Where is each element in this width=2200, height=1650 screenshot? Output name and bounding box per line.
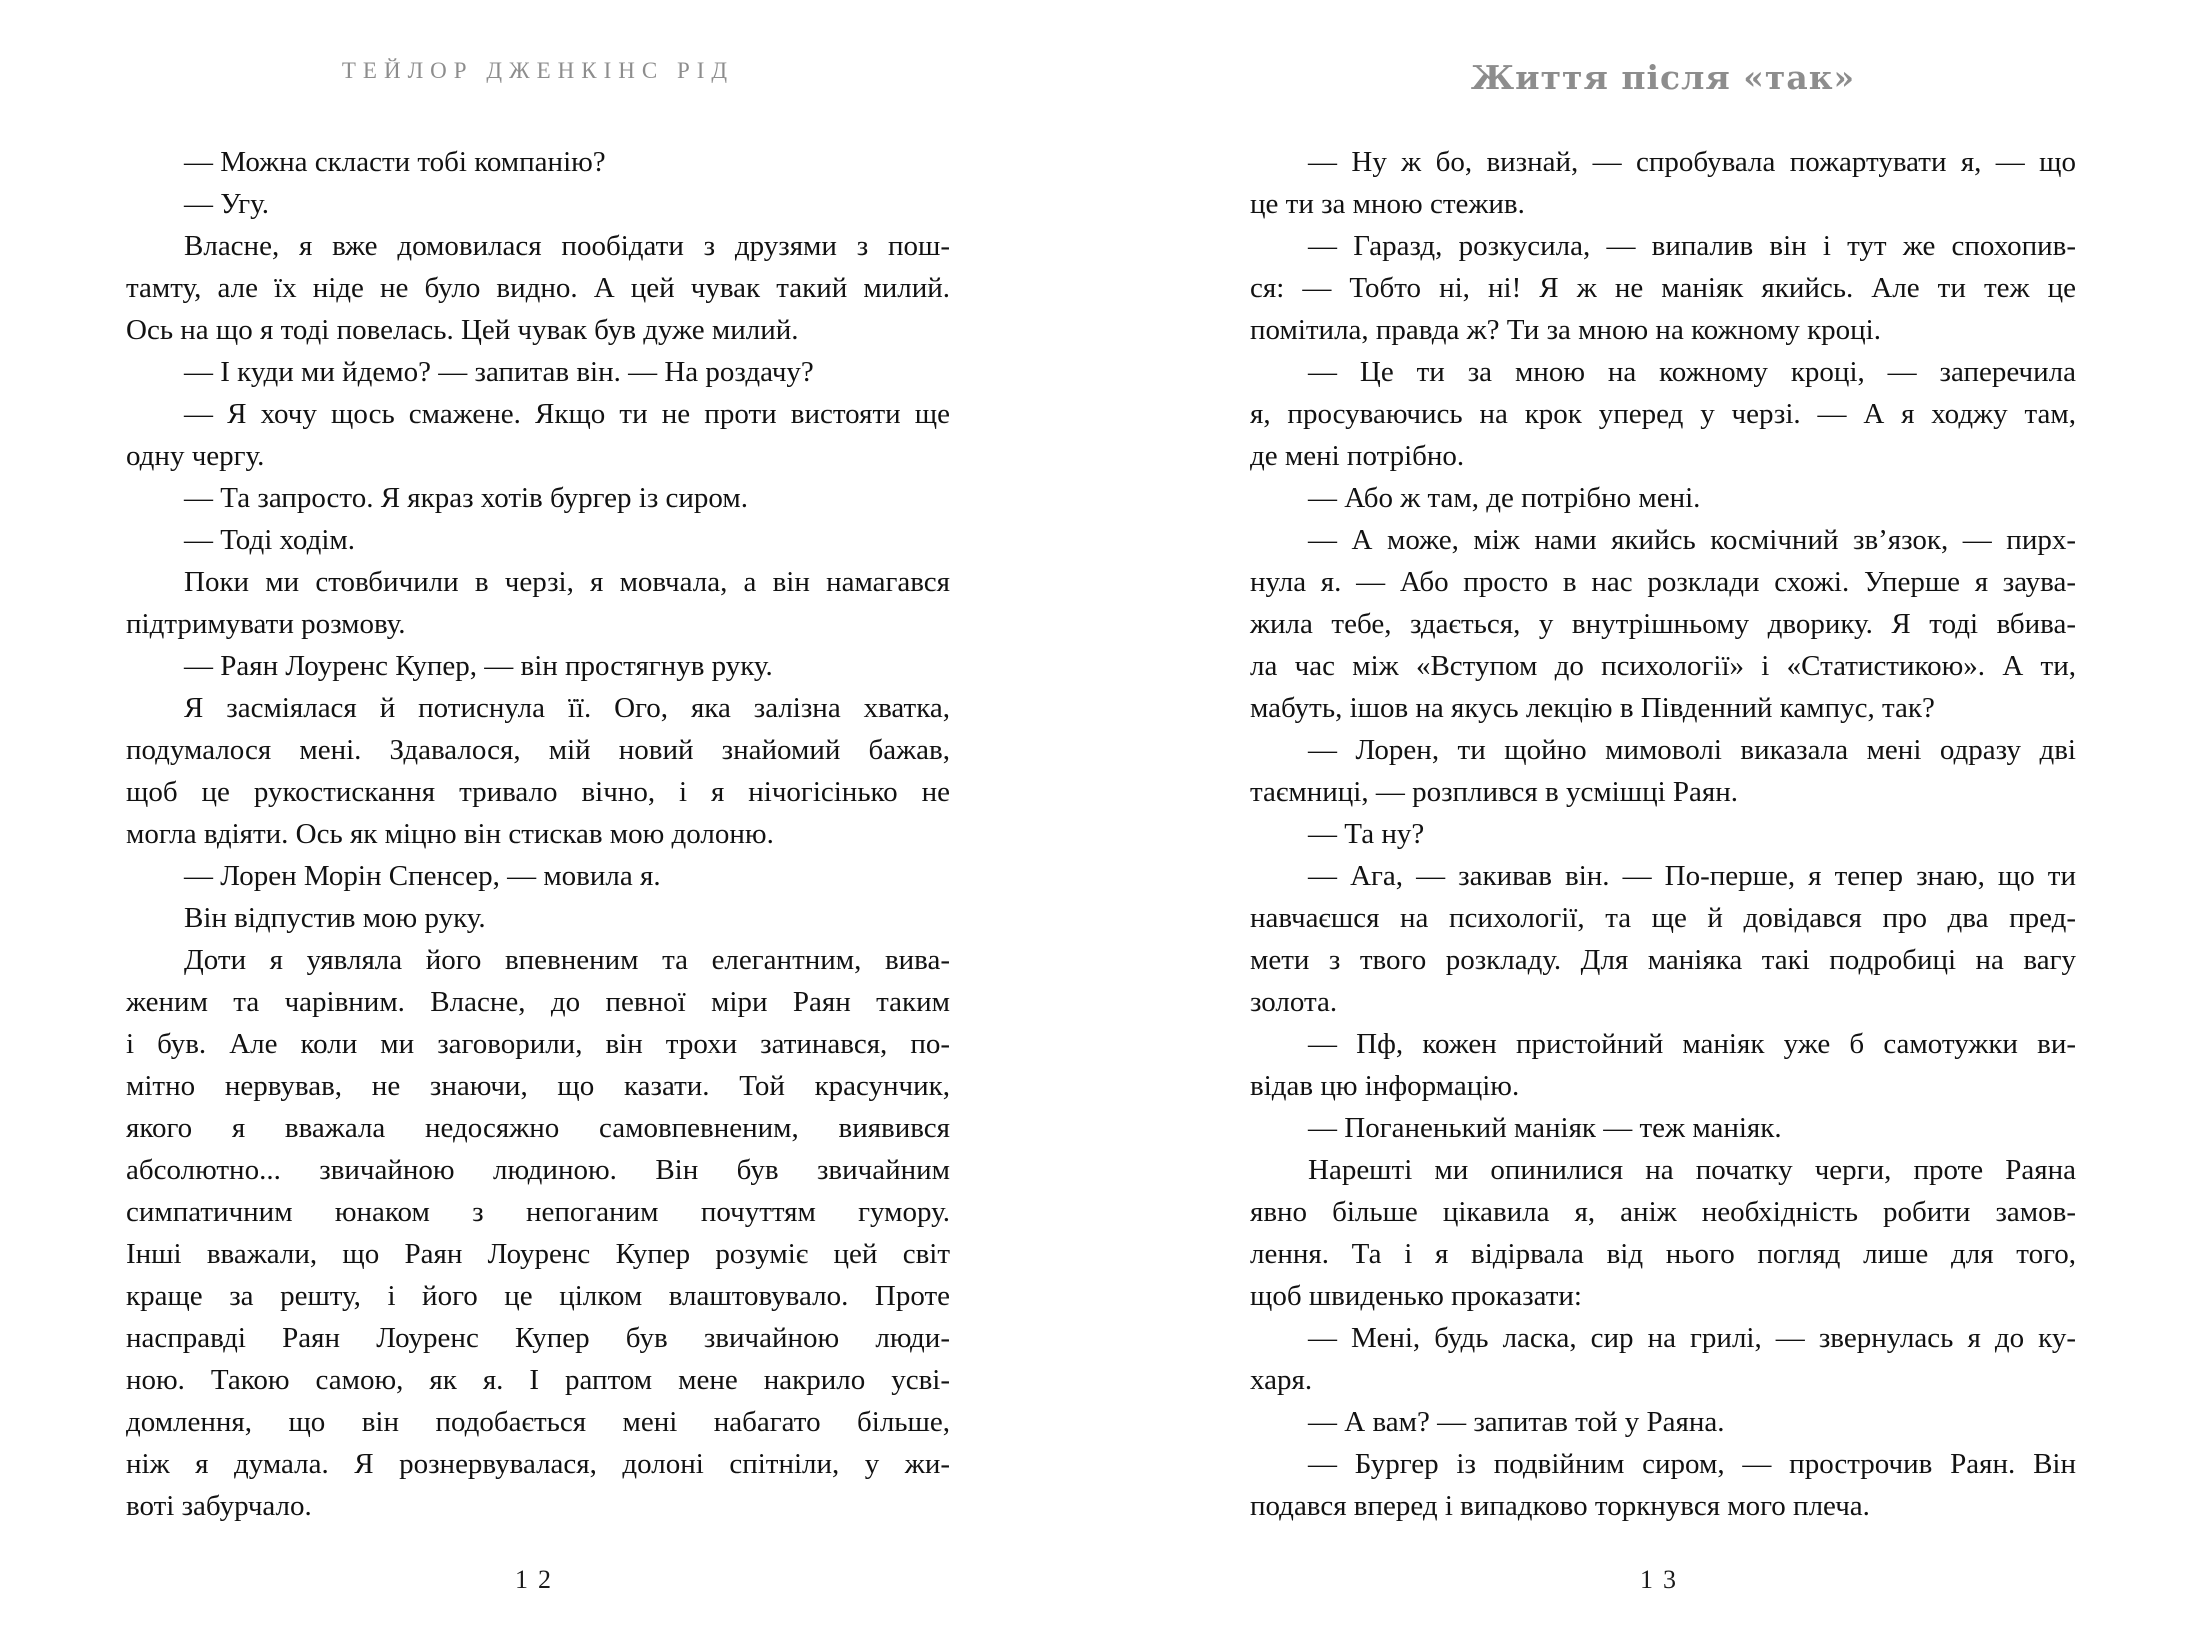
paragraph (126, 183, 950, 225)
page-number-right: 13 (1640, 1565, 1686, 1594)
text-line: абсолютно... звичайною людиною. Він був звичайним (126, 1154, 950, 1186)
text-line: воті забурчало. (126, 1490, 312, 1522)
text-line: щоб це рукостискання тривало вічно, і я нічогісінько не (126, 776, 950, 808)
paragraph (126, 519, 950, 561)
text-line: харя. (1250, 1364, 1313, 1396)
text-line: женим та чарівним. Власне, до певної міри Раян таким (126, 986, 950, 1018)
text-line: навчаєшся на психології, та ще й довідався про два пред- (1250, 902, 2076, 934)
paragraph (126, 225, 950, 351)
paragraph (126, 561, 950, 645)
text-line: Ось на що я тоді повелась. Цей чувак був дуже милий. (126, 314, 799, 346)
text-line: Він відпустив мою руку. (184, 902, 486, 934)
paragraph (1250, 519, 2076, 729)
paragraph (1250, 729, 2076, 813)
text-line: Нарешті ми опинилися на початку черги, проте Раяна (1308, 1154, 2076, 1186)
text-line: явно більше цікавила я, аніж необхідність робити замов- (1250, 1196, 2076, 1228)
text-line: — Мені, будь ласка, сир на грилі, — звернулась я до ку- (1308, 1322, 2076, 1354)
paragraph (126, 855, 950, 897)
text-line: ла час між «Вступом до психології» і «Статистикою». А ти, (1250, 650, 2076, 682)
text-line: — Тоді ходім. (184, 524, 355, 556)
text-line: — А може, між нами якийсь космічний зв’язок, — пирх- (1308, 524, 2076, 556)
text-line: Інші вважали, що Раян Лоуренс Купер розуміє цей світ (126, 1238, 950, 1270)
text-line: — Раян Лоуренс Купер, — він простягнув руку. (184, 650, 773, 682)
text-line: мітно нервував, не знаючи, що казати. Той красунчик, (126, 1070, 950, 1102)
text-line: Я засміялася й потиснула її. Ого, яка залізна хватка, (184, 692, 950, 724)
text-line: — Гаразд, розкусила, — випалив він і тут же спохопив- (1308, 230, 2076, 262)
text-line: таємниці, — розплився в усмішці Раян. (1250, 776, 1739, 808)
text-line: — Ага, — закивав він. — По-перше, я тепер знаю, що ти (1308, 860, 2076, 892)
running-head-book-title: Життя після «так» (1470, 58, 1856, 97)
text-line: — Лорен Морін Спенсер, — мовила я. (184, 860, 661, 892)
text-line: Поки ми стовбичили в черзі, я мовчала, а він намагався (184, 566, 950, 598)
text-line: нула я. — Або просто в нас розклади схожі. Уперше я заува- (1250, 566, 2076, 598)
text-line: мабуть, ішов на якусь лекцію в Південний кампус, так? (1250, 692, 1935, 724)
paragraph (126, 351, 950, 393)
page-number-left: 12 (515, 1565, 561, 1594)
paragraph (126, 687, 950, 855)
text-line: Власне, я вже домовилася пообідати з друзями з пош- (184, 230, 950, 262)
text-line: золота. (1250, 986, 1338, 1018)
text-line: краще за решту, і його це цілком влаштовувало. Проте (126, 1280, 950, 1312)
paragraph (1250, 477, 2076, 519)
text-line: — Або ж там, де потрібно мені. (1308, 482, 1701, 514)
text-line: підтримувати розмову. (126, 608, 406, 640)
text-line: ною. Такою самою, як я. І раптом мене накрило усві- (126, 1364, 950, 1396)
text-line: — Та запросто. Я якраз хотів бургер із сиром. (184, 482, 748, 514)
text-line: мети з твого розкладу. Для маніяка такі подробиці на вагу (1250, 944, 2076, 976)
text-line: помітила, правда ж? Ти за мною на кожному кроці. (1250, 314, 1881, 346)
text-line: — Бургер із подвійним сиром, — прострочив Раян. Він (1308, 1448, 2076, 1480)
text-line: це ти за мною стежив. (1250, 188, 1525, 220)
text-line: тамту, але їх ніде не було видно. А цей чувак такий милий. (126, 272, 950, 304)
text-line: — Пф, кожен пристойний маніяк уже б самотужки ви- (1308, 1028, 2076, 1060)
paragraph (126, 645, 950, 687)
text-line: я, просуваючись на крок уперед у черзі. — А я ходжу там, (1250, 398, 2076, 430)
page-right (1250, 0, 2076, 1650)
text-line: і був. Але коли ми заговорили, він трохи затинався, по- (126, 1028, 950, 1060)
text-line: домлення, що він подобається мені набагато більше, (126, 1406, 950, 1438)
text-line: Доти я уявляла його впевненим та елегантним, вива- (184, 944, 950, 976)
text-line: могла вдіяти. Ось як міцно він стискав мою долоню. (126, 818, 774, 850)
text-line: відав цю інформацію. (1250, 1070, 1520, 1102)
paragraph (1250, 351, 2076, 477)
page-left-body-text (126, 141, 950, 1527)
text-line: одну чергу. (126, 440, 265, 472)
paragraph (126, 939, 950, 1527)
paragraph (126, 897, 950, 939)
paragraph (1250, 1107, 2076, 1149)
paragraph (1250, 1023, 2076, 1107)
paragraph (126, 477, 950, 519)
text-line: щоб швиденько проказати: (1250, 1280, 1582, 1312)
text-line: — Ну ж бо, визнай, — спробувала пожартувати я, — що (1308, 146, 2076, 178)
text-line: — Поганенький маніяк — теж маніяк. (1308, 1112, 1782, 1144)
text-line: — Це ти за мною на кожному кроці, — заперечила (1308, 356, 2076, 388)
text-line: — І куди ми йдемо? — запитав він. — На роздачу? (184, 356, 814, 388)
text-line: симпатичним юнаком з непоганим почуттям гумору. (126, 1196, 950, 1228)
text-line: — Можна скласти тобі компанію? (184, 146, 606, 178)
text-line: якого я вважала недосяжно самовпевненим, виявився (126, 1112, 950, 1144)
text-line: — А вам? — запитав той у Раяна. (1308, 1406, 1725, 1438)
paragraph (126, 393, 950, 477)
text-line: — Та ну? (1308, 818, 1425, 850)
text-line: подумалося мені. Здавалося, мій новий знайомий бажав, (126, 734, 950, 766)
paragraph (1250, 1317, 2076, 1401)
text-line: — Я хочу щось смажене. Якщо ти не проти вистояти ще (184, 398, 950, 430)
text-line: — Угу. (184, 188, 269, 220)
text-line: подався вперед і випадково торкнувся мого плеча. (1250, 1490, 1870, 1522)
text-line: жила тебе, здається, у внутрішньому дворику. Я тоді вбива- (1250, 608, 2076, 640)
paragraph (1250, 1443, 2076, 1527)
page-left (126, 0, 950, 1650)
paragraph (1250, 225, 2076, 351)
text-line: — Лорен, ти щойно мимоволі виказала мені одразу дві (1308, 734, 2076, 766)
text-line: насправді Раян Лоуренс Купер був звичайною люди- (126, 1322, 950, 1354)
paragraph (1250, 855, 2076, 1023)
paragraph (1250, 1149, 2076, 1317)
paragraph (1250, 1401, 2076, 1443)
paragraph (126, 141, 950, 183)
running-head-author: ТЕЙЛОР ДЖЕНКІНС РІД (341, 58, 735, 83)
text-line: ніж я думала. Я рознервувалася, долоні спітніли, у жи- (126, 1448, 950, 1480)
paragraph (1250, 141, 2076, 225)
text-line: ся: — Тобто ні, ні! Я ж не маніяк якийсь. Але ти теж це (1250, 272, 2076, 304)
text-line: де мені потрібно. (1250, 440, 1465, 472)
page-right-body-text (1250, 141, 2076, 1527)
text-line: лення. Та і я відірвала від нього погляд лише для того, (1250, 1238, 2076, 1270)
paragraph (1250, 813, 2076, 855)
